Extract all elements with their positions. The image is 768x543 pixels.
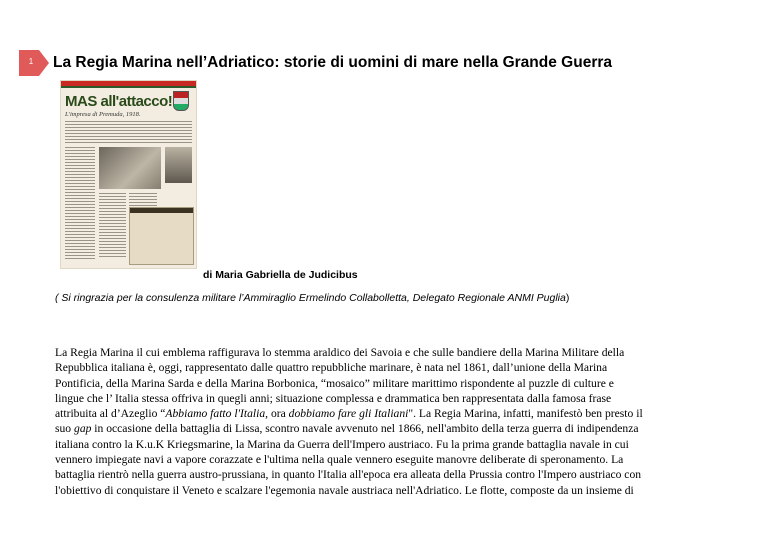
author-line: di Maria Gabriella de Judicibus <box>203 269 358 281</box>
body-line: lingue che l’ Italia stessa offriva in quegli anni; situazione complessa e drammatica ben rappresentata dalla famosa frase <box>55 391 612 405</box>
body-line: battaglia rientrò nella guerra austro-prussiana, in quanto l'Italia all'epoca era alleata della Prussia contro l'Impero austriaco con <box>55 468 642 482</box>
body-line: vennero impiegate navi a vapore corazzate e l'ultima nella quale vennero eseguite manovre deliberate di speronamento. La <box>55 453 624 467</box>
body-line: attribuita al d’Azeglio “Abbiamo fatto l'Italia, ora dobbiamo fare gli Italiani". La Regia Marina, infatti, manifestò ben presto il <box>55 407 643 421</box>
ships-photo <box>99 147 161 189</box>
portrait-photo <box>165 147 192 183</box>
page-number: 1 <box>28 57 34 66</box>
newspaper-clipping-image <box>60 80 197 269</box>
acknowledgement: ( Si ringrazia per la consulenza militare l’Ammiraglio Ermelindo Collabolletta, Delegato Regionale ANMI Puglia) <box>55 292 570 304</box>
body-line: l'obiettivo di conquistare il Veneto e scalzare l'egemonia navale austriaca nell'Adriatico. Le flotte, composte da un insieme di <box>55 483 634 497</box>
body-line: italiana contro la K.u.K Kriegsmarine, la Marina da Guerra dell'Impero austriaco. Fu la prima grande battaglia navale in cui <box>55 437 629 451</box>
sidebar-box <box>129 207 194 265</box>
body-line: La Regia Marina il cui emblema raffigurava lo stemma araldico dei Savoia e che sulle bandiere della Marina Militare della <box>55 346 625 359</box>
body-line: Repubblica italiana è, oggi, rappresentato dalle quattro repubbliche marinare, è nata nel 1861, dall’unione della Marina <box>55 361 608 375</box>
body-line: suo gap in occasione della battaglia di Lissa, scontro navale avvenuto nel 1866, nell'ambito della terza guerra di indipendenza <box>55 422 639 436</box>
page-number-badge <box>19 50 49 76</box>
article-body <box>55 345 715 498</box>
body-line: Pontificia, della Marina Sarda e della Marina Borbonica, “mosaico” militare marittimo rispondente al puzzle di culture e <box>55 376 614 390</box>
clipping-headline: MAS all'attacco! <box>65 93 173 110</box>
clipping-subheadline: L'impresa di Premuda, 1918. <box>65 111 141 118</box>
coat-of-arms-icon <box>173 91 189 111</box>
article-title: La Regia Marina nell’Adriatico: storie di uomini di mare nella Grande Guerra <box>53 54 612 71</box>
